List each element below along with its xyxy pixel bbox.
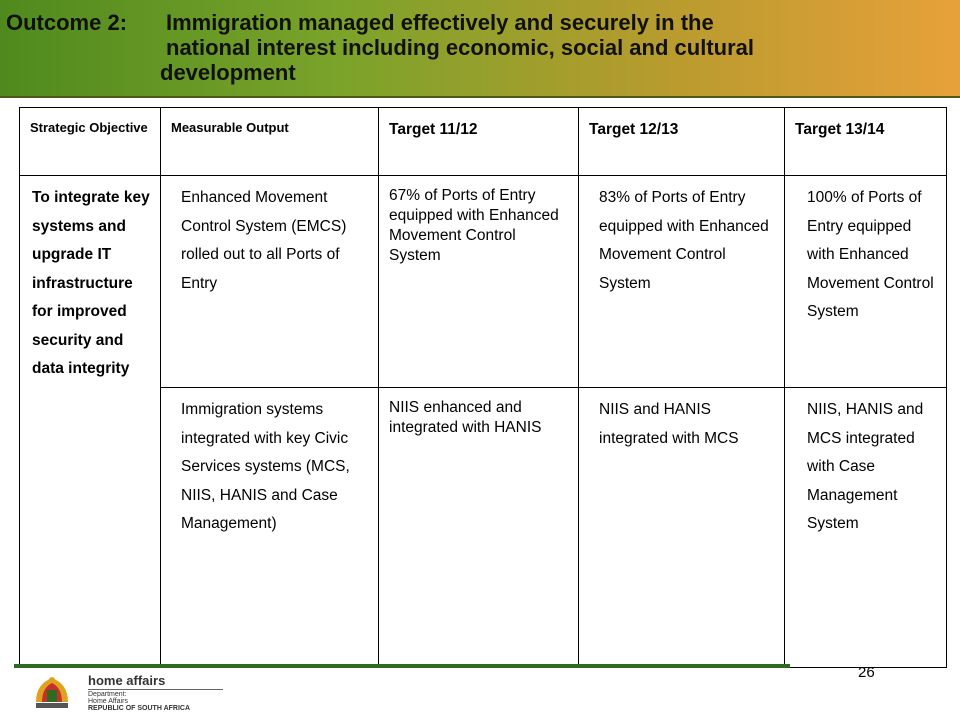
brand-name: home affairs <box>88 673 166 688</box>
header-strategic-objective: Strategic Objective <box>20 108 161 176</box>
target-11-12-cell: 67% of Ports of Entry equipped with Enhanced Movement Control System <box>379 176 579 388</box>
country-name: REPUBLIC OF SOUTH AFRICA <box>88 705 191 712</box>
targets-table <box>19 107 947 668</box>
dept-label: Department: <box>88 691 127 698</box>
target-12-13-cell: NIIS and HANIS integrated with MCS <box>579 388 785 668</box>
footer-divider <box>14 664 790 668</box>
outcome-label: Outcome 2: <box>6 10 128 35</box>
table-row <box>20 176 947 388</box>
page-number: 26 <box>858 664 875 681</box>
target-12-13-cell: 83% of Ports of Entry equipped with Enhanced Movement Control System <box>579 176 785 388</box>
brand-rule <box>88 689 223 690</box>
target-13-14-cell: 100% of Ports of Entry equipped with Enhanced Movement Control System <box>785 176 947 388</box>
title-line-2: national interest including economic, social and cultural <box>166 35 754 60</box>
strategic-objective-cell: To integrate key systems and upgrade IT infrastructure for improved security and data integrity <box>20 176 161 668</box>
title-line-1: Immigration managed effectively and securely in the <box>166 10 714 35</box>
target-13-14-cell: NIIS, HANIS and MCS integrated with Case Management System <box>785 388 947 668</box>
title-banner <box>0 0 960 98</box>
table-header-row <box>20 108 947 176</box>
header-measurable-output: Measurable Output <box>161 108 379 176</box>
page-title <box>6 10 946 85</box>
header-target-11-12: Target 11/12 <box>379 108 579 176</box>
home-affairs-logo <box>30 672 210 712</box>
header-target-12-13: Target 12/13 <box>579 108 785 176</box>
measurable-output-cell: Immigration systems integrated with key Civic Services systems (MCS, NIIS, HANIS and Case Management) <box>161 388 379 668</box>
header-target-13-14: Target 13/14 <box>785 108 947 176</box>
dept-name: Home Affairs <box>88 698 128 705</box>
measurable-output-cell: Enhanced Movement Control System (EMCS) rolled out to all Ports of Entry <box>161 176 379 388</box>
title-line-3: development <box>160 60 296 85</box>
target-11-12-cell: NIIS enhanced and integrated with HANIS <box>379 388 579 668</box>
coat-of-arms-icon <box>30 672 74 712</box>
